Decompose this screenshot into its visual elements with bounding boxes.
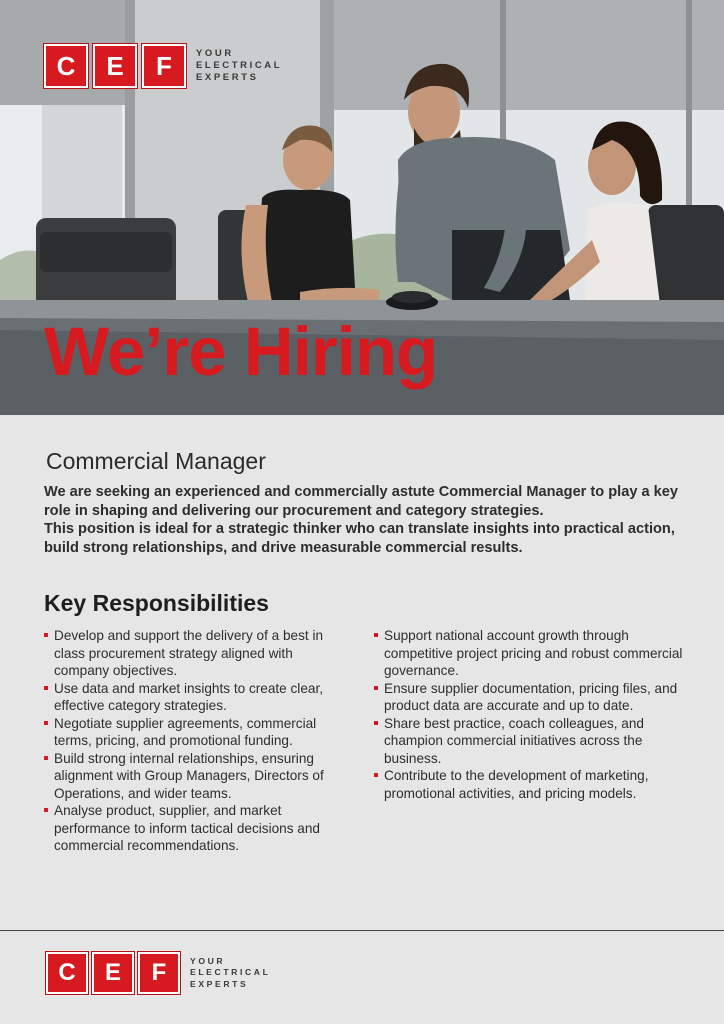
hero-banner: [0, 0, 724, 415]
bullet-icon: [374, 773, 378, 777]
tagline-line-2: ELECTRICAL: [190, 967, 271, 978]
footer-divider: [0, 930, 724, 931]
bullet-icon: [44, 633, 48, 637]
tagline-line-3: EXPERTS: [196, 72, 259, 83]
logo-letter-e: E: [92, 952, 134, 994]
list-item-text: Build strong internal relationships, ensuring alignment with Group Managers, Directors of Operations, and wider teams.: [54, 750, 324, 801]
logo-letter-c: C: [46, 952, 88, 994]
intro-paragraph: We are seeking an experienced and commercially astute Commercial Manager to play a key role in shaping and delivering our procurement and category strategies.: [44, 484, 679, 519]
hiring-headline: We’re Hiring: [44, 313, 438, 390]
intro-paragraph: This position is ideal for a strategic thinker who can translate insights into practical action, build strong relationships, and drive measurable commercial results.: [44, 521, 675, 556]
logo-tagline: [190, 956, 270, 991]
list-item: [44, 802, 344, 855]
list-item: [44, 750, 344, 803]
tagline-line-1: YOUR: [196, 48, 234, 59]
list-item-text: Use data and market insights to create clear, effective category strategies.: [54, 680, 323, 713]
list-item-text: Negotiate supplier agreements, commercial terms, pricing, and promotional funding.: [54, 715, 317, 748]
bullet-icon: [374, 633, 378, 637]
bullet-icon: [374, 721, 378, 725]
bullet-icon: [374, 686, 378, 690]
list-item-text: Share best practice, coach colleagues, and champion commercial initiatives across the business.: [384, 715, 644, 766]
list-item: [44, 627, 344, 680]
logo-letter-c: C: [44, 44, 88, 88]
bullet-icon: [44, 756, 48, 760]
job-intro: [44, 483, 684, 557]
list-item: [374, 767, 684, 802]
tagline-line-1: YOUR: [190, 955, 226, 966]
list-item-text: Contribute to the development of marketing, promotional activities, and pricing models.: [384, 768, 649, 801]
list-item-text: Ensure supplier documentation, pricing files, and product data are accurate and up to date.: [384, 680, 678, 713]
list-item: [374, 627, 684, 680]
responsibilities-list-right: [374, 627, 684, 802]
list-item-text: Develop and support the delivery of a best in class procurement strategy aligned with company objectives.: [54, 628, 324, 678]
job-title: Commercial Manager: [46, 448, 266, 474]
list-item: [44, 680, 344, 715]
logo-tagline: [196, 48, 282, 84]
responsibilities-list-left: [44, 627, 344, 855]
list-item-text: Analyse product, supplier, and market performance to inform tactical decisions and commercial recommendations.: [54, 803, 320, 853]
cef-logo-footer[interactable]: [46, 952, 270, 994]
bullet-icon: [44, 721, 48, 725]
list-item: [374, 680, 684, 715]
responsibilities-heading: Key Responsibilities: [44, 590, 269, 616]
list-item-text: Support national account growth through competitive project pricing and robust commercial governance.: [384, 628, 683, 678]
list-item: [374, 715, 684, 768]
tagline-line-2: ELECTRICAL: [196, 60, 283, 71]
bullet-icon: [44, 686, 48, 690]
cef-logo[interactable]: [44, 44, 282, 88]
tagline-line-3: EXPERTS: [190, 978, 249, 989]
logo-letter-f: F: [138, 952, 180, 994]
logo-letter-f: F: [142, 44, 186, 88]
list-item: [44, 715, 344, 750]
bullet-icon: [44, 808, 48, 812]
logo-letter-e: E: [93, 44, 137, 88]
